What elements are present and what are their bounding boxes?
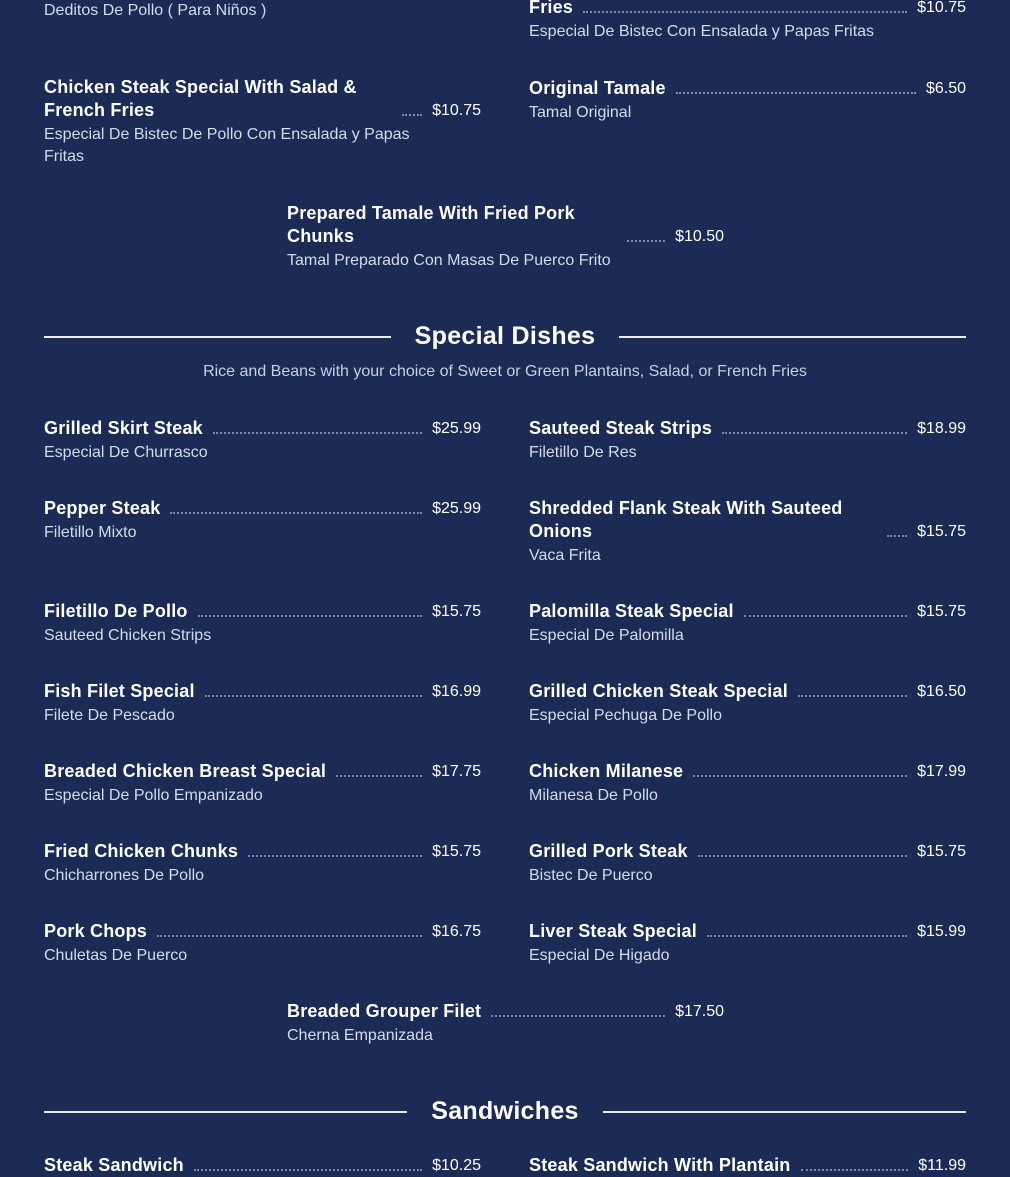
menu-item-price: $15.75	[917, 843, 966, 860]
menu-item	[529, 680, 966, 727]
dot-leader	[698, 855, 907, 857]
dot-leader	[402, 114, 422, 116]
menu-item-price: $6.50	[925, 80, 966, 97]
dot-leader	[170, 512, 422, 514]
menu-item-desc: Filetillo De Res	[529, 444, 637, 461]
menu-item-price: $11.99	[918, 1157, 966, 1174]
menu-item-price: $16.99	[432, 683, 481, 700]
menu-item	[44, 417, 481, 464]
section-header-sandwiches	[44, 1097, 966, 1126]
menu-item-name: Grilled Chicken Steak Special	[529, 681, 788, 701]
menu-item-name: Grilled Pork Steak	[529, 841, 688, 861]
menu-item-name: Fried Chicken Chunks	[44, 841, 239, 861]
menu-item-desc: Especial De Pollo Empanizado	[44, 787, 263, 804]
menu-item	[44, 840, 481, 887]
menu-item	[44, 600, 481, 647]
dot-leader	[205, 695, 422, 697]
menu-item-desc: Especial De Churrasco	[44, 444, 208, 461]
menu-item	[529, 417, 966, 464]
divider	[44, 336, 391, 338]
dot-leader	[798, 695, 907, 697]
menu-item-desc: Milanesa De Pollo	[529, 787, 658, 804]
menu-item-name: Liver Steak Special	[529, 921, 697, 941]
menu-item-price: $25.99	[432, 420, 481, 437]
menu-item-price: $15.75	[432, 603, 481, 620]
menu-item-desc: Bistec De Puerco	[529, 867, 653, 884]
dot-leader	[676, 92, 916, 94]
menu-item-price: $15.75	[432, 843, 481, 860]
menu-item	[44, 497, 481, 544]
section-subtitle: Rice and Beans with your choice of Sweet or Green Plantains, Salad, or French Fries	[203, 363, 807, 380]
menu-item-desc: Vaca Frita	[529, 547, 601, 564]
menu-item	[529, 600, 966, 647]
menu-item	[287, 202, 724, 272]
menu-item-desc: Chuletas De Puerco	[44, 947, 188, 964]
menu-item-name: Chicken Milanese	[529, 761, 684, 781]
dot-leader	[801, 1169, 909, 1171]
dot-leader	[336, 775, 422, 777]
divider	[603, 1111, 966, 1113]
dot-leader	[194, 1169, 422, 1171]
section-title: Sandwiches	[431, 1097, 579, 1125]
menu-item-desc: Filete De Pescado	[44, 707, 175, 724]
menu-item-name: Fish Filet Special	[44, 681, 195, 701]
menu-item-name: Fries	[529, 0, 574, 17]
menu-item	[529, 920, 966, 967]
menu-item-name: Original Tamale	[529, 78, 666, 98]
menu-item	[529, 760, 966, 807]
menu-item-desc: Especial De Bistec Con Ensalada y Papas Fritas	[529, 23, 875, 40]
menu-item-price: $15.75	[917, 523, 966, 540]
dot-leader	[707, 935, 907, 937]
menu-item-name: Steak Sandwich With Plantain	[529, 1155, 791, 1175]
menu-item-name: Steak Sandwich	[44, 1155, 184, 1175]
section-header-special-dishes	[44, 322, 966, 351]
menu-item	[44, 680, 481, 727]
dot-leader	[693, 775, 907, 777]
dot-leader	[627, 240, 665, 242]
menu-item-price: $10.25	[432, 1157, 481, 1174]
dot-leader	[248, 855, 422, 857]
menu-item-name: Filetillo De Pollo	[44, 601, 188, 621]
menu-item-name: Breaded Grouper Filet	[287, 1001, 482, 1021]
menu-item	[529, 77, 966, 124]
dot-leader	[722, 432, 907, 434]
menu-item-price: $10.50	[675, 228, 724, 245]
menu-item	[44, 760, 481, 807]
menu-item-name: Shredded Flank Steak With Sauteed Onions	[529, 498, 843, 541]
menu-item	[529, 1154, 966, 1177]
menu-item	[529, 0, 966, 43]
dot-leader	[157, 935, 422, 937]
menu-item-price: $15.75	[917, 603, 966, 620]
menu-item-name: Prepared Tamale With Fried Pork Chunks	[287, 203, 575, 246]
menu-item-price: $15.99	[917, 923, 966, 940]
menu-item-price: $10.75	[432, 102, 481, 119]
menu-item-price: $18.99	[917, 420, 966, 437]
menu-item-name: Palomilla Steak Special	[529, 601, 734, 621]
menu-item-price: $17.75	[432, 763, 481, 780]
divider	[44, 1111, 407, 1113]
menu-item-desc: Tamal Original	[529, 104, 632, 121]
menu-item-desc: Especial De Bistec De Pollo Con Ensalada y Papas Fritas	[44, 126, 410, 165]
menu-item-name: Grilled Skirt Steak	[44, 418, 203, 438]
menu-item-price: $25.99	[432, 500, 481, 517]
menu-item-price: $10.75	[917, 0, 966, 16]
menu-item-desc: Filetillo Mixto	[44, 524, 137, 541]
section-title: Special Dishes	[414, 322, 596, 350]
menu-item-desc: Deditos De Pollo ( Para Niños )	[44, 2, 267, 19]
menu-item	[529, 840, 966, 887]
menu-item-desc: Cherna Empanizada	[287, 1027, 433, 1044]
menu-item-name: Pepper Steak	[44, 498, 161, 518]
menu-item-name: Sauteed Steak Strips	[529, 418, 713, 438]
dot-leader	[213, 432, 422, 434]
dot-leader	[583, 11, 907, 13]
menu-item-desc: Tamal Preparado Con Masas De Puerco Frito	[287, 252, 611, 269]
menu-item-desc: Especial De Higado	[529, 947, 670, 964]
divider	[619, 336, 966, 338]
menu-item-desc: Especial Pechuga De Pollo	[529, 707, 723, 724]
dot-leader	[887, 535, 907, 537]
menu-item-desc: Especial De Palomilla	[529, 627, 684, 644]
menu-item-name: Pork Chops	[44, 921, 148, 941]
menu-item-price: $17.99	[917, 763, 966, 780]
menu-item	[529, 497, 966, 567]
dot-leader	[198, 615, 422, 617]
menu-item-price: $16.50	[917, 683, 966, 700]
menu-item	[44, 1154, 481, 1177]
menu-item-price: $16.75	[432, 923, 481, 940]
menu-item	[287, 1000, 724, 1047]
menu-item-price: $17.50	[675, 1003, 724, 1020]
menu-item-desc: Sauteed Chicken Strips	[44, 627, 212, 644]
menu-item-desc: Chicharrones De Pollo	[44, 867, 205, 884]
menu-item	[44, 76, 481, 168]
menu-item-name: Breaded Chicken Breast Special	[44, 761, 327, 781]
dot-leader	[491, 1015, 665, 1017]
menu-item	[44, 920, 481, 967]
dot-leader	[744, 615, 907, 617]
menu-item-name: Chicken Steak Special With Salad & French Fries	[44, 77, 357, 120]
